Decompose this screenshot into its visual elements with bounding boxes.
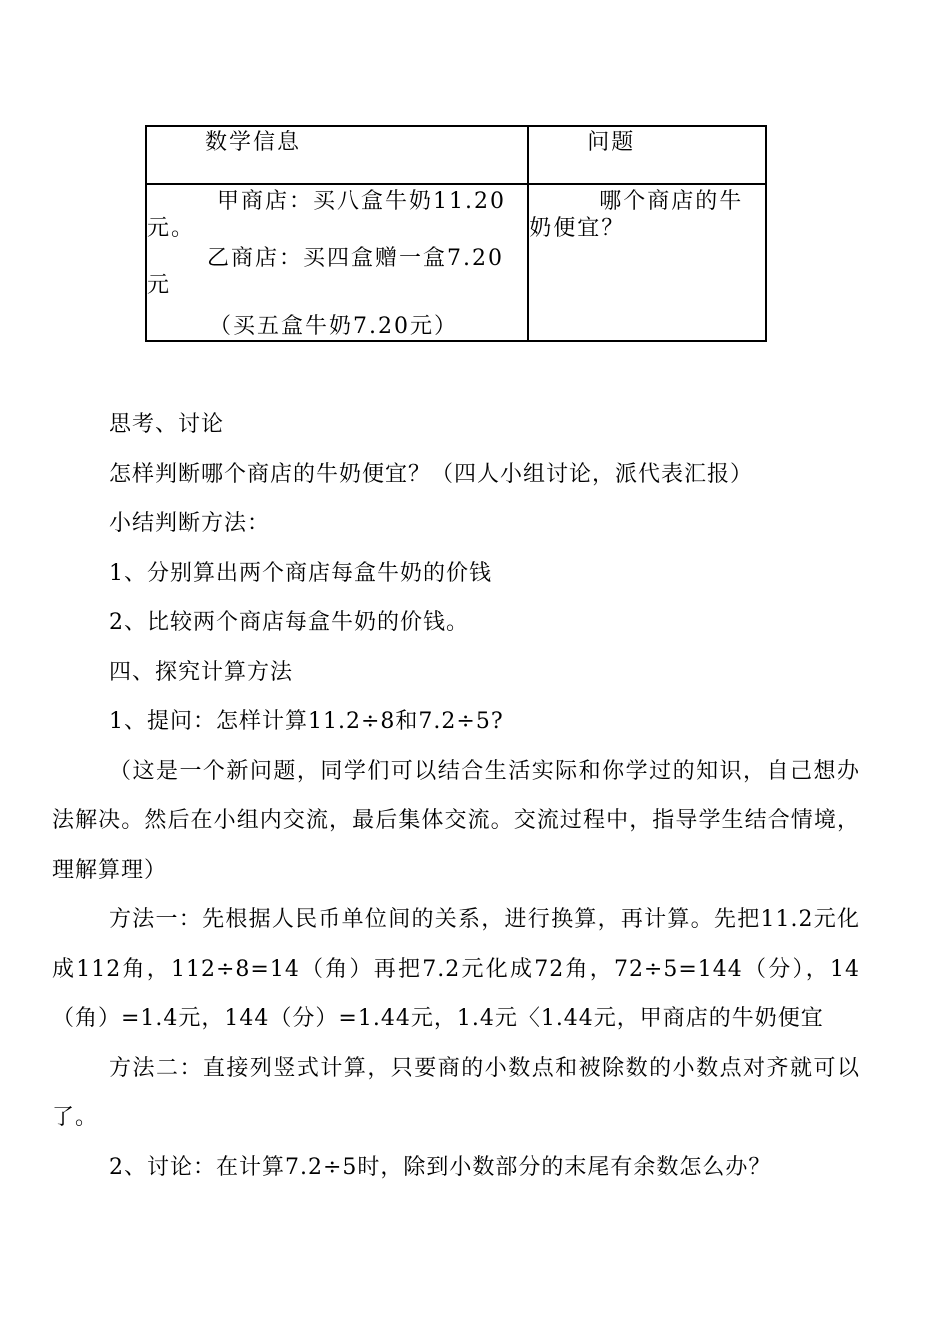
section-four-heading: 四、探究计算方法 — [109, 659, 294, 685]
math-info-cell — [146, 184, 528, 341]
info-table — [145, 125, 767, 342]
body-text — [52, 400, 860, 1192]
new-problem-paragraph: （这是一个新问题，同学们可以结合生活实际和你学过的知识，自己想办法解决。然后在小组内交流，最后集体交流。交流过程中，指导学生结合情境，理解算理） — [52, 758, 860, 883]
summary-heading: 小结判断方法： — [109, 511, 271, 536]
shop-b-info: 乙商店：买四盒赠一盒7.20元 — [147, 246, 504, 298]
summary-step-2: 2、比较两个商店每盒牛奶的价钱。 — [109, 610, 469, 635]
question-cell: 哪个商店的牛奶便宜？ — [528, 184, 766, 341]
shop-a-info: 甲商店：买八盒牛奶11.20元。 — [147, 189, 506, 241]
header-question: 问题 — [528, 126, 766, 184]
discussion-remainder: 2、讨论：在计算7.2÷5时，除到小数部分的末尾有余数怎么办？ — [109, 1154, 772, 1180]
header-math-info: 数学信息 — [146, 126, 528, 184]
section-think-discuss: 思考、讨论 — [109, 412, 225, 437]
question-how-to-calc: 1、提问：怎样计算11.2÷8和7.2÷5? — [109, 709, 504, 734]
discussion-question: 怎样判断哪个商店的牛奶便宜？（四人小组讨论，派代表汇报） — [109, 461, 754, 487]
method-two-paragraph: 方法二：直接列竖式计算，只要商的小数点和被除数的小数点对齐就可以了。 — [52, 1055, 860, 1130]
table-body-row — [146, 184, 766, 341]
summary-step-1: 1、分别算出两个商店每盒牛奶的价钱 — [109, 560, 492, 586]
method-one-paragraph: 方法一：先根据人民币单位间的关系，进行换算，再计算。先把11.2元化成112角，112÷8=14（角）再把7.2元化成72角，72÷5=144（分），14（角）=1.4元，144（分）=1.44元，1.4元〈1.44元，甲商店的牛奶便宜 — [52, 907, 860, 1031]
table-header-row — [146, 126, 766, 184]
shop-b-note: （买五盒牛奶7.20元） — [209, 314, 458, 339]
